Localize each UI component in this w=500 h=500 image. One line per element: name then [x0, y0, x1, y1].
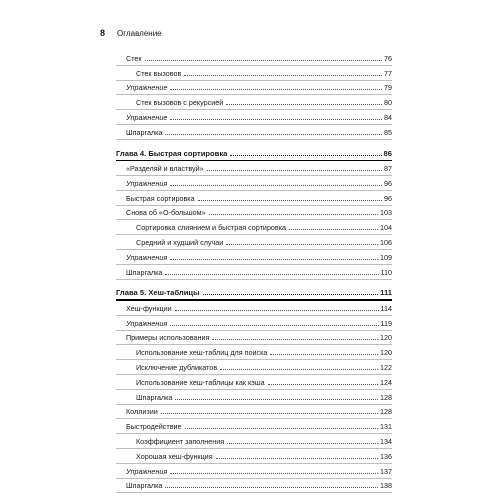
dot-leader [170, 88, 382, 90]
dot-leader [212, 338, 378, 340]
toc-entry[interactable] [116, 464, 392, 479]
toc-page-number: 131 [380, 422, 392, 432]
toc-page-number: 137 [380, 466, 392, 476]
toc-chapter-heading[interactable] [116, 145, 392, 160]
toc-page-number: 122 [380, 362, 392, 372]
toc-entry[interactable] [116, 419, 392, 434]
toc-entry[interactable] [116, 390, 392, 405]
toc-entry[interactable] [116, 191, 392, 206]
dot-leader [165, 273, 378, 275]
dot-leader [207, 169, 382, 171]
toc-page-number: 77 [384, 68, 392, 78]
toc-entry-title: Использование хеш-таблицы как кэша [136, 377, 265, 387]
toc-entry-title: Средний и худший случаи [136, 237, 224, 247]
toc-entry-title: Глава 4. Быстрая сортировка [116, 148, 228, 158]
dot-leader [230, 154, 381, 156]
toc-entry-title: Использование хеш-таблиц для поиска [136, 348, 268, 358]
toc-entry[interactable] [116, 250, 392, 265]
dot-leader [209, 213, 378, 215]
dot-leader [226, 103, 382, 105]
toc-entry-title: Примеры использования [126, 333, 210, 343]
toc-entry[interactable] [116, 301, 392, 316]
dot-leader [175, 398, 378, 400]
toc-entry-title: «Разделяй и властвуй» [126, 163, 204, 173]
toc-page-number: 103 [380, 208, 392, 218]
toc-page-number: 106 [380, 237, 392, 247]
dot-leader [198, 199, 382, 201]
toc-page-number: 104 [380, 223, 392, 233]
toc-entry[interactable] [116, 375, 392, 390]
toc-entry-title: Коэффициент заполнения [136, 436, 225, 446]
dot-leader [170, 472, 378, 474]
dot-leader [216, 457, 378, 459]
dot-leader [175, 309, 379, 311]
toc-page-number: 96 [384, 178, 392, 188]
running-title: Оглавление [117, 29, 162, 38]
toc-page-number: 79 [384, 83, 392, 93]
toc-entry-title: Шпаргалка [126, 267, 163, 277]
toc-page-number: 110 [380, 267, 392, 277]
toc-entry[interactable] [116, 360, 392, 375]
dot-leader [145, 59, 382, 61]
toc-entry[interactable] [116, 449, 392, 464]
toc-page-number: 119 [380, 318, 392, 328]
toc-chapter-heading[interactable] [116, 285, 392, 300]
dot-leader [170, 118, 382, 120]
dot-leader [170, 258, 378, 260]
toc-entry[interactable] [116, 235, 392, 250]
toc-page-number: 120 [380, 348, 392, 358]
toc-page-number: 85 [384, 127, 392, 137]
toc-page-number: 114 [380, 303, 392, 313]
dot-leader [185, 427, 378, 429]
toc-entry[interactable] [116, 81, 392, 96]
toc-page-number: 134 [380, 436, 392, 446]
dot-leader [184, 74, 382, 76]
toc-entry-title: Упражнения [126, 466, 168, 476]
toc-entry-title: Шпаргалка [126, 127, 163, 137]
toc-entry[interactable] [116, 125, 392, 140]
toc-entry[interactable] [116, 51, 392, 66]
toc-entry-title: Быстродействие [126, 422, 182, 432]
toc-page-number: 80 [384, 98, 392, 108]
toc-entry-title: Упражнение [126, 112, 168, 122]
toc-entry-title: Шпаргалка [136, 392, 173, 402]
toc-page-number: 128 [380, 407, 392, 417]
toc-entry[interactable] [116, 95, 392, 110]
toc-entry-title: Стек [126, 53, 142, 63]
toc-entry[interactable] [116, 316, 392, 331]
toc-entry-title: Хеш-функции [126, 303, 172, 313]
toc-entry[interactable] [116, 66, 392, 81]
toc-entry[interactable] [116, 345, 392, 360]
toc-page-number: 96 [384, 193, 392, 203]
toc-entry[interactable] [116, 405, 392, 420]
toc-entry-title: Стек вызовов с рекурсией [136, 98, 224, 108]
dot-leader [170, 324, 378, 326]
toc-entry[interactable] [116, 206, 392, 221]
dot-leader [226, 243, 378, 245]
toc-entry-title: Упражнения [126, 318, 168, 328]
toc-entry-title: Шпаргалка [126, 481, 163, 491]
toc-entry[interactable] [116, 220, 392, 235]
toc-entry-title: Стек вызовов [136, 68, 182, 78]
toc-page-number: 124 [380, 377, 392, 387]
toc-entry-title: Сортировка слиянием и быстрая сортировка [136, 223, 287, 233]
toc-entry-title: Исключение дубликатов [136, 362, 218, 372]
chapter-spacer [116, 280, 392, 283]
page-number: 8 [100, 28, 106, 38]
toc-entry[interactable] [116, 434, 392, 449]
table-of-contents [116, 51, 392, 493]
toc-entry[interactable] [116, 161, 392, 176]
dot-leader [268, 383, 378, 385]
toc-page-number: 84 [384, 112, 392, 122]
dot-leader [165, 133, 382, 135]
chapter-spacer [116, 140, 392, 143]
toc-entry-title: Снова об «О-большом» [126, 208, 206, 218]
toc-page-number: 111 [380, 288, 392, 298]
toc-entry[interactable] [116, 176, 392, 191]
toc-entry-title: Быстрая сортировка [126, 193, 195, 203]
toc-entry-title: Коллизии [126, 407, 158, 417]
toc-entry-title: Упражнение [126, 83, 168, 93]
toc-entry[interactable] [116, 265, 392, 280]
toc-page-number: 87 [384, 163, 392, 173]
toc-entry-title: Глава 5. Хеш-таблицы [116, 288, 200, 298]
toc-entry-title: Хорошая хеш-функция [136, 451, 213, 461]
toc-page-number: 138 [380, 481, 392, 491]
dot-leader [270, 353, 378, 355]
page-header [100, 28, 162, 38]
dot-leader [227, 442, 378, 444]
toc-page-number: 136 [380, 451, 392, 461]
toc-page-number: 120 [380, 333, 392, 343]
toc-entry[interactable] [116, 110, 392, 125]
toc-page-number: 109 [380, 252, 392, 262]
toc-entry[interactable] [116, 479, 392, 494]
dot-leader [170, 184, 382, 186]
dot-leader [161, 412, 378, 414]
toc-page-number: 128 [380, 392, 392, 402]
toc-entry-title: Упражнения [126, 178, 168, 188]
dot-leader [289, 228, 378, 230]
toc-page-number: 76 [384, 53, 392, 63]
toc-entry[interactable] [116, 331, 392, 346]
toc-page-number: 86 [383, 148, 392, 158]
dot-leader [203, 293, 379, 295]
dot-leader [165, 486, 378, 488]
dot-leader [220, 368, 378, 370]
toc-entry-title: Упражнения [126, 252, 168, 262]
